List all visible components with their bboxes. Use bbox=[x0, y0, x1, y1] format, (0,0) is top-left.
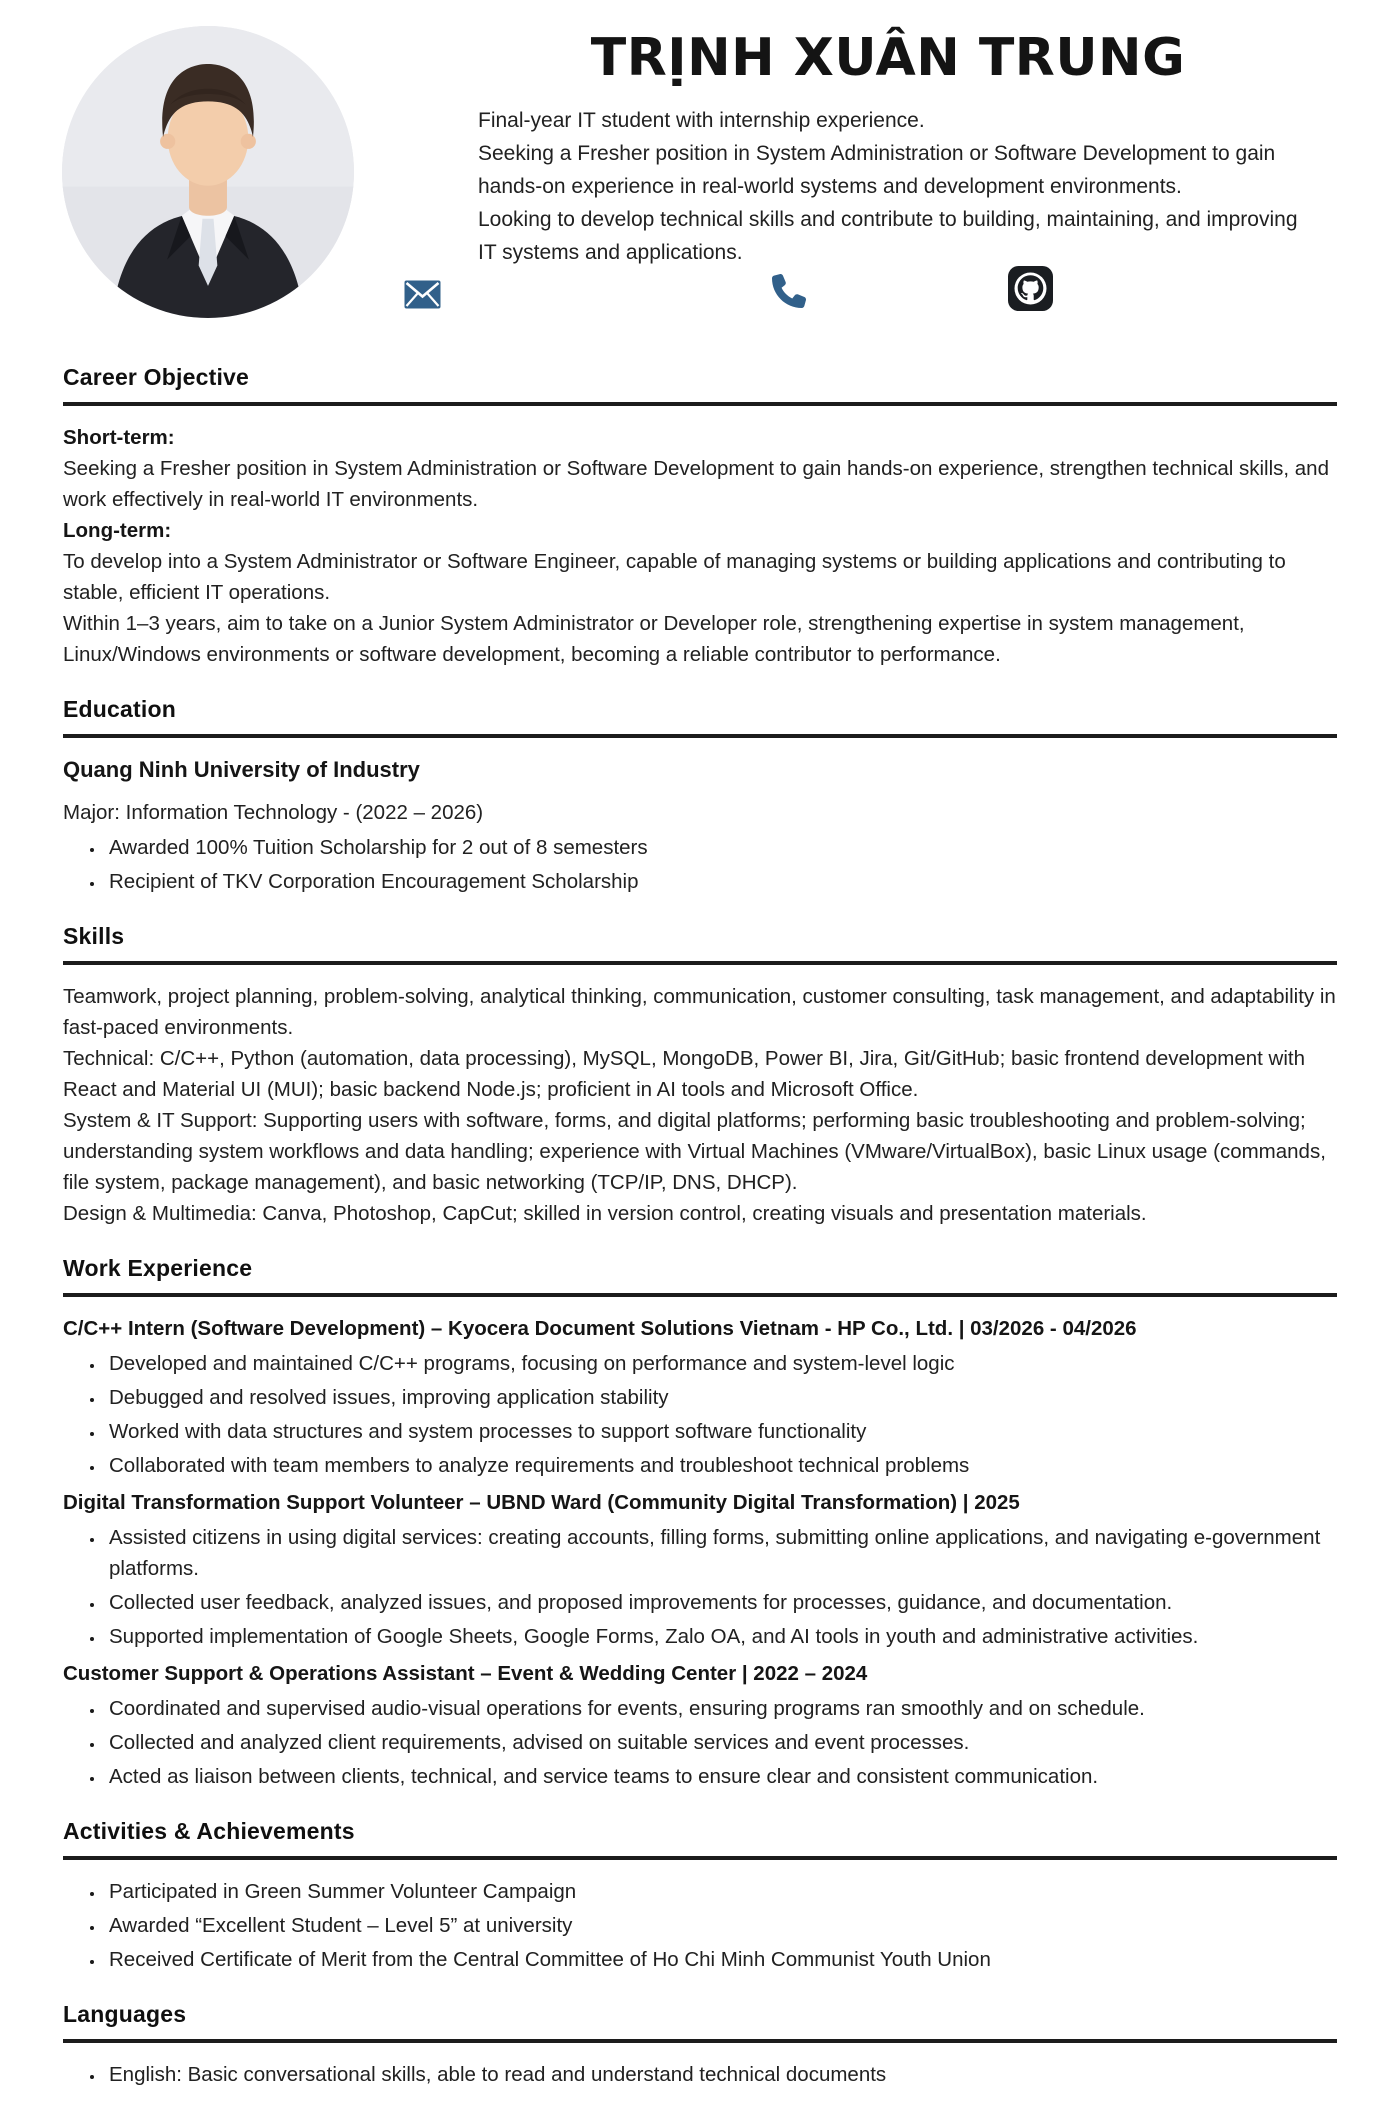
job-bullet-list bbox=[63, 1348, 1337, 1481]
job-bullet-list bbox=[63, 1693, 1337, 1792]
school-name: Quang Ninh University of Industry bbox=[63, 757, 420, 782]
section-divider bbox=[63, 2039, 1337, 2043]
skills-paragraph: System & IT Support: Supporting users with software, forms, and digital platforms; performing basic troubleshooting and problem-solving; understanding system workflows and data handling; experience with Virtual Machines (VMware/VirtualBox), basic Linux usage (commands, file system, package management), and basic networking (TCP/IP, DNS, DHCP). bbox=[63, 1109, 1326, 1194]
section-divider bbox=[63, 961, 1337, 965]
section-career-objective bbox=[63, 364, 1337, 670]
list-item: • Received Certificate of Merit from the Central Committee of Ho Chi Minh Communist Youth Union bbox=[105, 1944, 1337, 1975]
profile-photo-illustration bbox=[62, 26, 354, 318]
list-item: • Awarded “Excellent Student – Level 5” at university bbox=[105, 1910, 1337, 1941]
job-entry bbox=[63, 1658, 1337, 1792]
section-heading: Skills bbox=[63, 923, 125, 949]
section-education bbox=[63, 696, 1337, 897]
objective-paragraph: To develop into a System Administrator or Software Engineer, capable of managing systems or building applications and contributing to stable, efficient IT operations. bbox=[63, 550, 1286, 604]
education-bullet-list bbox=[63, 832, 1337, 897]
job-title: C/C++ Intern (Software Development) – Kyocera Document Solutions Vietnam - HP Co., Ltd. | 03/2026 - 04/2026 bbox=[63, 1317, 1137, 1340]
section-divider bbox=[63, 1293, 1337, 1297]
resume-content bbox=[0, 364, 1400, 2126]
phone-icon[interactable] bbox=[772, 274, 806, 308]
languages-bullet-list bbox=[63, 2059, 1337, 2090]
list-item: • Debugged and resolved issues, improving application stability bbox=[105, 1382, 1337, 1413]
section-heading: Activities & Achievements bbox=[63, 1818, 355, 1844]
skills-paragraph: Technical: C/C++, Python (automation, data processing), MySQL, MongoDB, Power BI, Jira, Git/GitHub; basic frontend development with React and Material UI (MUI); basic backend Node.js; proficient in AI tools and Microsoft Office. bbox=[63, 1047, 1305, 1101]
list-item: • Acted as liaison between clients, technical, and service teams to ensure clear and consistent communication. bbox=[105, 1761, 1337, 1792]
section-work-experience bbox=[63, 1255, 1337, 1792]
job-entry bbox=[63, 1487, 1337, 1652]
section-heading: Education bbox=[63, 696, 176, 722]
summary-line: Seeking a Fresher position in System Administration or Software Development to gain hands-on experience in real-world systems and development environments. bbox=[478, 142, 1276, 198]
skills-paragraph: Teamwork, project planning, problem-solving, analytical thinking, communication, customer consulting, task management, and adaptability in fast-paced environments. bbox=[63, 985, 1336, 1039]
summary-line: Final-year IT student with internship experience. bbox=[478, 109, 925, 132]
objective-label: Long-term: bbox=[63, 519, 172, 542]
job-bullet-list bbox=[63, 1522, 1337, 1652]
education-major: Major: Information Technology - (2022 – 2026) bbox=[63, 801, 484, 824]
list-item: • Assisted citizens in using digital services: creating accounts, filling forms, submitting online applications, and navigating e-government platforms. bbox=[105, 1522, 1337, 1584]
section-divider bbox=[63, 1856, 1337, 1860]
activities-bullet-list bbox=[63, 1876, 1337, 1975]
profile-summary bbox=[478, 104, 1298, 269]
section-heading: Work Experience bbox=[63, 1255, 253, 1281]
section-languages bbox=[63, 2001, 1337, 2090]
objective-paragraph: Within 1–3 years, aim to take on a Junior System Administrator or Developer role, strengthening expertise in system management, Linux/Windows environments or software development, becoming a reliable contributor to performance. bbox=[63, 612, 1245, 666]
objective-label: Short-term: bbox=[63, 426, 175, 449]
list-item: • Participated in Green Summer Volunteer Campaign bbox=[105, 1876, 1337, 1907]
list-item: • Collaborated with team members to analyze requirements and troubleshoot technical problems bbox=[105, 1450, 1337, 1481]
list-item: • English: Basic conversational skills, able to read and understand technical documents bbox=[105, 2059, 1337, 2090]
list-item: • Recipient of TKV Corporation Encouragement Scholarship bbox=[105, 866, 1337, 897]
list-item: • Collected user feedback, analyzed issues, and proposed improvements for processes, guidance, and documentation. bbox=[105, 1587, 1337, 1618]
list-item: • Awarded 100% Tuition Scholarship for 2 out of 8 semesters bbox=[105, 832, 1337, 863]
section-activities bbox=[63, 1818, 1337, 1975]
section-heading: Languages bbox=[63, 2001, 187, 2027]
section-skills bbox=[63, 923, 1337, 1229]
resume-header bbox=[0, 0, 1400, 338]
profile-photo bbox=[62, 26, 354, 318]
github-icon[interactable] bbox=[1008, 266, 1053, 311]
summary-line: Looking to develop technical skills and contribute to building, maintaining, and improving IT systems and applications. bbox=[478, 208, 1298, 264]
section-divider bbox=[63, 734, 1337, 738]
page-title: TRỊNH XUÂN TRUNG bbox=[590, 28, 1186, 88]
list-item: • Coordinated and supervised audio-visual operations for events, ensuring programs ran smoothly and on schedule. bbox=[105, 1693, 1337, 1724]
mail-icon[interactable] bbox=[404, 280, 441, 309]
list-item: • Supported implementation of Google Sheets, Google Forms, Zalo OA, and AI tools in youth and administrative activities. bbox=[105, 1621, 1337, 1652]
job-entry bbox=[63, 1313, 1337, 1481]
objective-paragraph: Seeking a Fresher position in System Administration or Software Development to gain hands-on experience, strengthen technical skills, and work effectively in real-world IT environments. bbox=[63, 457, 1329, 511]
section-divider bbox=[63, 402, 1337, 406]
job-title: Digital Transformation Support Volunteer – UBND Ward (Community Digital Transformation) | 2025 bbox=[63, 1491, 1020, 1514]
header-text-block bbox=[478, 28, 1298, 269]
job-title: Customer Support & Operations Assistant – Event & Wedding Center | 2022 – 2024 bbox=[63, 1662, 868, 1685]
list-item: • Developed and maintained C/C++ programs, focusing on performance and system-level logic bbox=[105, 1348, 1337, 1379]
list-item: • Worked with data structures and system processes to support software functionality bbox=[105, 1416, 1337, 1447]
section-heading: Career Objective bbox=[63, 364, 250, 390]
list-item: • Collected and analyzed client requirements, advised on suitable services and event processes. bbox=[105, 1727, 1337, 1758]
skills-paragraph: Design & Multimedia: Canva, Photoshop, CapCut; skilled in version control, creating visuals and presentation materials. bbox=[63, 1202, 1147, 1225]
